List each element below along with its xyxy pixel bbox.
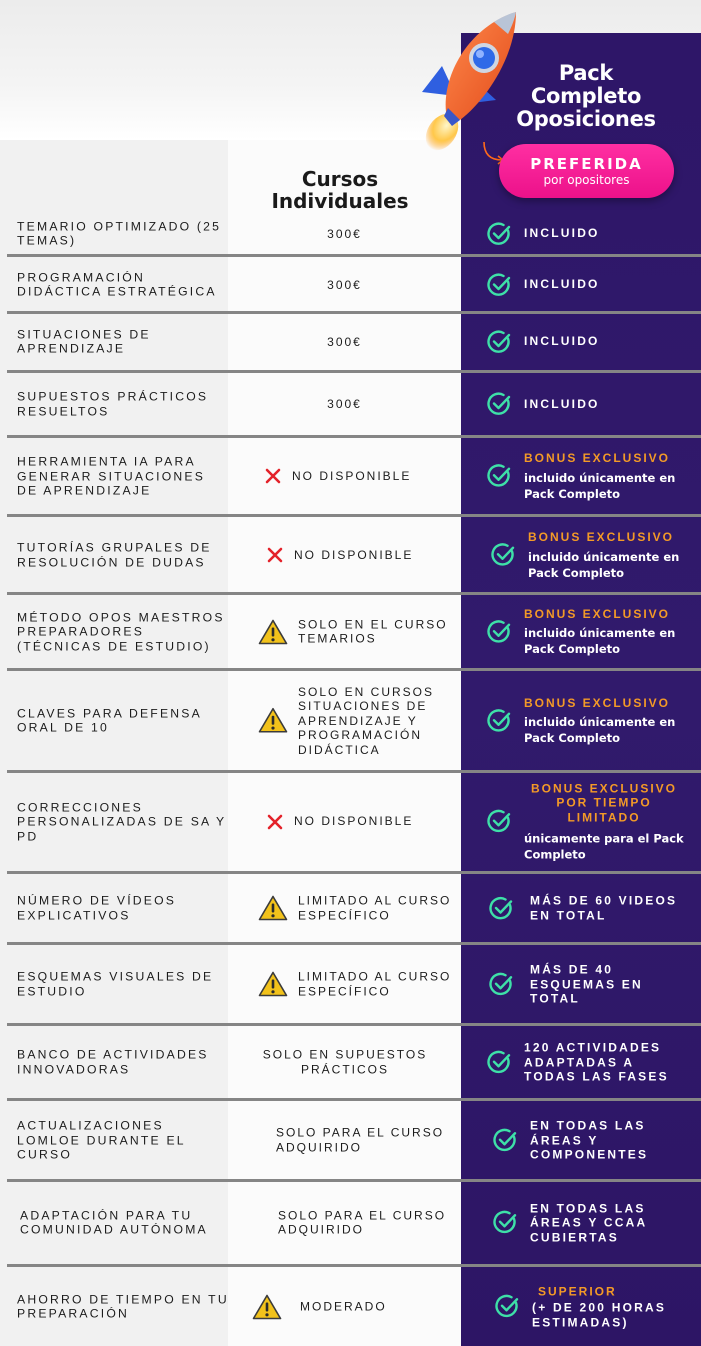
bonus-block <box>524 606 696 657</box>
check-circle-icon <box>490 542 516 568</box>
pack-value <box>486 606 696 657</box>
feature-label: HERRAMIENTA IA PARA GENERAR SITUACIONES DE APRENDIZAJE <box>17 454 206 498</box>
individual-text: NO DISPONIBLE <box>292 468 412 483</box>
warning-icon <box>258 971 288 998</box>
cross-icon <box>266 546 284 564</box>
bonus-description: únicamente para el Pack Completo <box>524 831 684 862</box>
feature-label: ESQUEMAS VISUALES DE ESTUDIO <box>17 969 214 998</box>
check-circle-icon <box>488 971 514 997</box>
badge-subtitle: por opositores <box>543 173 630 187</box>
pack-title-line: Pack <box>558 61 614 85</box>
warning-icon <box>258 618 288 645</box>
feature-label: TEMARIO OPTIMIZADO (25 TEMAS) <box>17 219 222 248</box>
check-circle-icon <box>494 1294 520 1320</box>
feature-label: CLAVES PARA DEFENSA ORAL DE 10 <box>17 706 202 735</box>
individual-value <box>258 617 458 646</box>
pack-title-line: Completo <box>530 84 642 108</box>
check-circle-icon <box>486 221 512 247</box>
pack-value <box>488 962 698 1006</box>
bonus-description: incluido únicamente en Pack Completo <box>528 549 680 580</box>
bonus-description: incluido únicamente en Pack Completo <box>524 470 676 501</box>
table-row <box>0 314 701 369</box>
pack-value <box>486 272 696 298</box>
table-row <box>0 773 701 870</box>
check-circle-icon <box>488 895 514 921</box>
individual-value <box>266 813 459 831</box>
check-circle-icon <box>486 1049 512 1075</box>
pack-value <box>494 1284 701 1330</box>
feature-label: MÉTODO OPOS MAESTROS PREPARADORES (TÉCNICAS DE ESTUDIO) <box>17 609 225 653</box>
bonus-title: BONUS EXCLUSIVO <box>524 695 671 710</box>
feature-label: ACTUALIZACIONES LOMLOE DURANTE EL CURSO <box>17 1118 186 1162</box>
bonus-block <box>532 1284 692 1330</box>
feature-label: NÚMERO DE VÍDEOS EXPLICATIVOS <box>17 893 177 922</box>
pack-text: INCLUIDO <box>524 226 600 241</box>
pack-text: 120 ACTIVIDADES ADAPTADAS A TODAS LAS FASES <box>524 1040 669 1084</box>
table-row <box>0 595 701 668</box>
individual-value: 300€ <box>327 334 362 349</box>
bonus-block <box>524 451 696 502</box>
individual-text: LIMITADO AL CURSO ESPECÍFICO <box>298 969 452 998</box>
pack-value <box>486 451 696 502</box>
table-row <box>0 1101 701 1179</box>
individual-value <box>252 1293 452 1320</box>
individual-value <box>258 970 458 999</box>
individual-text: NO DISPONIBLE <box>294 547 414 562</box>
check-circle-icon <box>486 619 512 645</box>
bonus-title: SUPERIOR <box>538 1283 617 1298</box>
individual-title-line: Cursos <box>301 167 379 191</box>
table-row <box>0 671 701 770</box>
warning-icon <box>258 707 288 734</box>
check-circle-icon <box>492 1127 518 1153</box>
individual-text: LIMITADO AL CURSO ESPECÍFICO <box>298 893 452 922</box>
pack-value <box>492 1118 701 1162</box>
warning-icon <box>258 895 288 922</box>
table-row <box>0 1026 701 1098</box>
check-circle-icon <box>486 708 512 734</box>
check-circle-icon <box>486 329 512 355</box>
bonus-block <box>524 781 684 863</box>
feature-label: CORRECCIONES PERSONALIZADAS DE SA Y PD <box>17 799 227 843</box>
table-row <box>0 212 701 255</box>
bonus-title: BONUS EXCLUSIVO POR TIEMPO LIMITADO <box>530 780 677 824</box>
pack-text: EN TODAS LAS ÁREAS Y COMPONENTES <box>530 1118 649 1162</box>
table-row <box>0 1182 701 1263</box>
bonus-description: (+ DE 200 HORAS ESTIMADAS) <box>532 1300 667 1329</box>
feature-label: TUTORÍAS GRUPALES DE RESOLUCIÓN DE DUDAS <box>17 540 212 569</box>
table-row <box>0 373 701 435</box>
individual-value: SOLO PARA EL CURSO ADQUIRIDO <box>278 1208 447 1237</box>
pack-text: EN TODAS LAS ÁREAS Y CCAA CUBIERTAS <box>530 1200 647 1244</box>
individual-value: 300€ <box>327 226 362 241</box>
cross-icon <box>266 813 284 831</box>
bonus-title: BONUS EXCLUSIVO <box>524 606 671 621</box>
feature-label: SITUACIONES DE APRENDIZAJE <box>17 327 151 356</box>
individual-text: SOLO EN CURSOS SITUACIONES DE APRENDIZAJE Y PROGRAMACIÓN DIDÁCTICA <box>298 684 435 757</box>
feature-label: PROGRAMACIÓN DIDÁCTICA ESTRATÉGICA <box>17 270 217 299</box>
individual-value <box>258 894 458 923</box>
individual-text: NO DISPONIBLE <box>294 814 414 829</box>
bonus-description: incluido únicamente en Pack Completo <box>524 625 676 656</box>
individual-value <box>266 546 459 564</box>
table-row <box>0 945 701 1023</box>
check-circle-icon <box>486 809 512 835</box>
warning-icon <box>252 1293 282 1320</box>
feature-label: SUPUESTOS PRÁCTICOS RESUELTOS <box>17 389 209 418</box>
bonus-title: BONUS EXCLUSIVO <box>524 450 671 465</box>
individual-text: MODERADO <box>300 1299 387 1314</box>
pack-value <box>490 530 700 581</box>
individual-value: SOLO EN SUPUESTOS PRÁCTICOS <box>262 1047 428 1076</box>
pack-text: INCLUIDO <box>524 396 600 411</box>
individual-value <box>264 467 459 485</box>
individual-value: 300€ <box>327 277 362 292</box>
pack-value <box>488 894 698 923</box>
individual-text: SOLO EN EL CURSO TEMARIOS <box>298 617 448 646</box>
pack-text: INCLUIDO <box>524 334 600 349</box>
pack-value <box>486 781 696 863</box>
pack-text: MÁS DE 60 VIDEOS EN TOTAL <box>530 893 678 922</box>
table-row <box>0 257 701 312</box>
pack-text: INCLUIDO <box>524 277 600 292</box>
check-circle-icon <box>486 272 512 298</box>
pack-title-line: Oposiciones <box>516 107 656 131</box>
cross-icon <box>264 467 282 485</box>
bonus-block <box>524 695 696 746</box>
individual-value: 300€ <box>327 396 362 411</box>
individual-value <box>258 684 458 757</box>
pack-text: MÁS DE 40 ESQUEMAS EN TOTAL <box>530 962 643 1006</box>
pack-value <box>486 695 696 746</box>
pack-value <box>486 329 696 355</box>
feature-label: AHORRO DE TIEMPO EN TU PREPARACIÓN <box>17 1292 229 1321</box>
table-row <box>0 1267 701 1346</box>
individual-title-line: Individuales <box>271 189 409 213</box>
check-circle-icon <box>486 463 512 489</box>
table-row <box>0 517 701 593</box>
bonus-block <box>528 530 700 581</box>
pack-value <box>492 1201 701 1245</box>
bonus-description: incluido únicamente en Pack Completo <box>524 714 676 745</box>
pack-value <box>486 391 696 417</box>
feature-label: BANCO DE ACTIVIDADES INNOVADORAS <box>17 1047 209 1076</box>
check-circle-icon <box>492 1210 518 1236</box>
bonus-title: BONUS EXCLUSIVO <box>528 529 675 544</box>
table-row <box>0 438 701 514</box>
feature-label: ADAPTACIÓN PARA TU COMUNIDAD AUTÓNOMA <box>20 1208 208 1237</box>
check-circle-icon <box>486 391 512 417</box>
badge-title: PREFERIDA <box>530 155 643 173</box>
table-row <box>0 874 701 942</box>
pack-value <box>486 1040 696 1084</box>
pack-value <box>486 221 696 247</box>
individual-value: SOLO PARA EL CURSO ADQUIRIDO <box>276 1125 445 1154</box>
